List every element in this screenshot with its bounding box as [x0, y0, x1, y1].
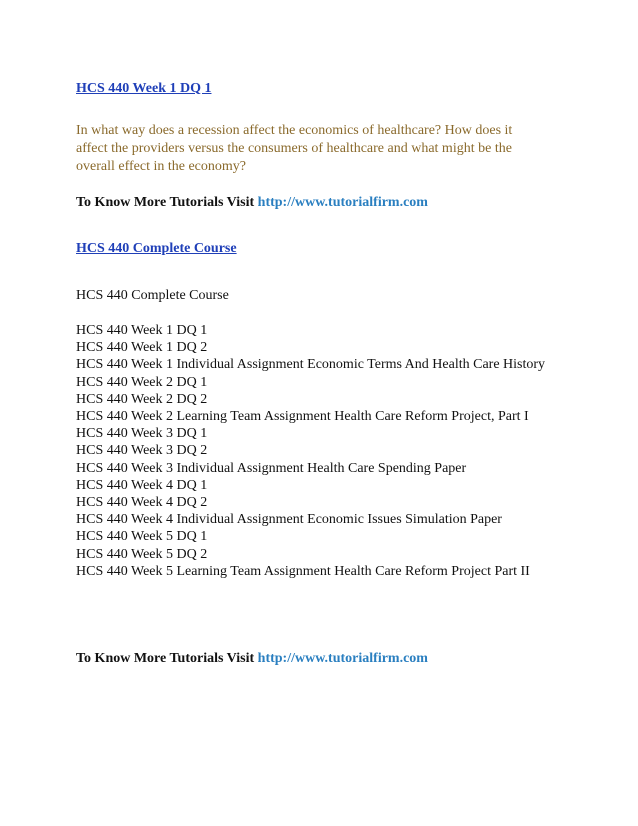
course-item: HCS 440 Week 2 DQ 2 — [76, 391, 208, 407]
course-item: HCS 440 Week 1 DQ 2 — [76, 340, 208, 356]
course-item-list — [76, 322, 566, 580]
course-item: HCS 440 Week 4 Individual Assignment Economic Issues Simulation Paper — [76, 512, 502, 528]
visit-label: To Know More Tutorials Visit — [76, 195, 255, 210]
course-item: HCS 440 Week 5 Learning Team Assignment Health Care Reform Project Part II — [76, 563, 530, 579]
course-item: HCS 440 Week 5 DQ 2 — [76, 546, 208, 562]
course-item: HCS 440 Week 5 DQ 1 — [76, 529, 208, 545]
course-item: HCS 440 Week 4 DQ 1 — [76, 477, 208, 493]
course-item: HCS 440 Week 1 DQ 1 — [76, 323, 208, 338]
discussion-question-text: In what way does a recession affect the economics of healthcare? How does it affect the providers versus the consumers of healthcare and what might be the overall effect in the economy? — [76, 123, 513, 174]
tutorialfirm-url-link[interactable]: http://www.tutorialfirm.com — [257, 651, 428, 666]
week1-dq1-heading-link[interactable]: HCS 440 Week 1 DQ 1 — [76, 81, 212, 96]
course-item: HCS 440 Week 3 Individual Assignment Health Care Spending Paper — [76, 460, 467, 476]
course-item: HCS 440 Week 3 DQ 1 — [76, 426, 208, 442]
course-item: HCS 440 Week 2 Learning Team Assignment Health Care Reform Project, Part I — [76, 409, 529, 425]
course-title: HCS 440 Complete Course — [76, 288, 229, 303]
tutorialfirm-url-link[interactable]: http://www.tutorialfirm.com — [257, 195, 428, 210]
course-item: HCS 440 Week 2 DQ 1 — [76, 374, 208, 390]
visit-line-bottom — [76, 650, 428, 667]
visit-line-top — [76, 194, 428, 211]
visit-label: To Know More Tutorials Visit — [76, 651, 255, 666]
course-item: HCS 440 Week 1 Individual Assignment Economic Terms And Health Care History — [76, 357, 546, 373]
course-item: HCS 440 Week 3 DQ 2 — [76, 443, 208, 459]
course-item: HCS 440 Week 4 DQ 2 — [76, 495, 208, 511]
complete-course-heading-link[interactable]: HCS 440 Complete Course — [76, 241, 237, 256]
